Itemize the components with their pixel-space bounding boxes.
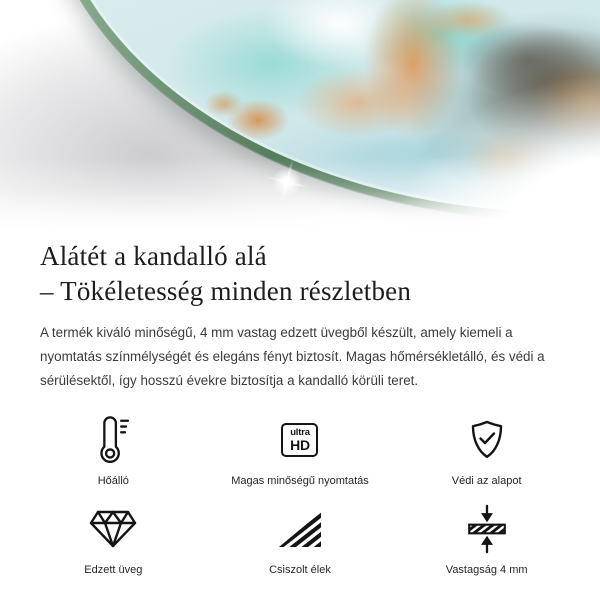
feature-polished-edges xyxy=(207,504,394,576)
feature-icon-box xyxy=(465,504,509,554)
feature-label: Vastagság 4 mm xyxy=(445,564,528,576)
polished-edges-icon xyxy=(277,509,323,549)
page-title-line2: – Tökéletesség minden részletben xyxy=(40,276,412,306)
product-intro xyxy=(0,232,600,393)
ultra-hd-badge-icon xyxy=(281,423,318,457)
ultra-hd-badge-bottom-text: HD xyxy=(290,437,310,454)
feature-icon-box xyxy=(467,415,507,465)
feature-label: Csiszolt élek xyxy=(269,564,331,576)
diamond-icon xyxy=(88,508,138,550)
product-photo xyxy=(0,0,600,232)
feature-label: Hőálló xyxy=(97,475,129,487)
feature-heat-resistant xyxy=(20,415,207,487)
feature-grid xyxy=(0,415,600,576)
feature-protects-base xyxy=(393,415,580,487)
feature-icon-box xyxy=(95,415,131,465)
ultra-hd-badge-top-text: ultra xyxy=(290,426,310,438)
page-title-line1: Alátét a kandalló alá xyxy=(40,241,267,271)
page-title xyxy=(40,239,560,309)
shield-check-icon xyxy=(467,419,507,462)
thermometer-icon xyxy=(95,415,131,465)
feature-label: Védi az alapot xyxy=(451,475,522,487)
feature-icon-box xyxy=(88,504,138,554)
feature-icon-box xyxy=(277,504,323,554)
feature-hq-print xyxy=(207,415,394,487)
feature-label: Magas minőségű nyomtatás xyxy=(231,475,369,487)
feature-thickness xyxy=(393,504,580,576)
feature-label: Edzett üveg xyxy=(84,564,143,576)
feature-icon-box xyxy=(281,415,318,465)
product-description: A termék kiváló minőségű, 4 mm vastag edzett üvegből készült, amely kiemeli a nyomtatás színmélységét és elegáns fényt biztosít. Magas hőmérsékletálló, és védi a sérülésektől, így hosszú évekre biztosítja a kandalló körüli teret. xyxy=(40,325,545,388)
sparkle-highlight-icon xyxy=(525,177,561,213)
thickness-arrows-icon xyxy=(465,504,509,554)
feature-tempered-glass xyxy=(20,504,207,576)
